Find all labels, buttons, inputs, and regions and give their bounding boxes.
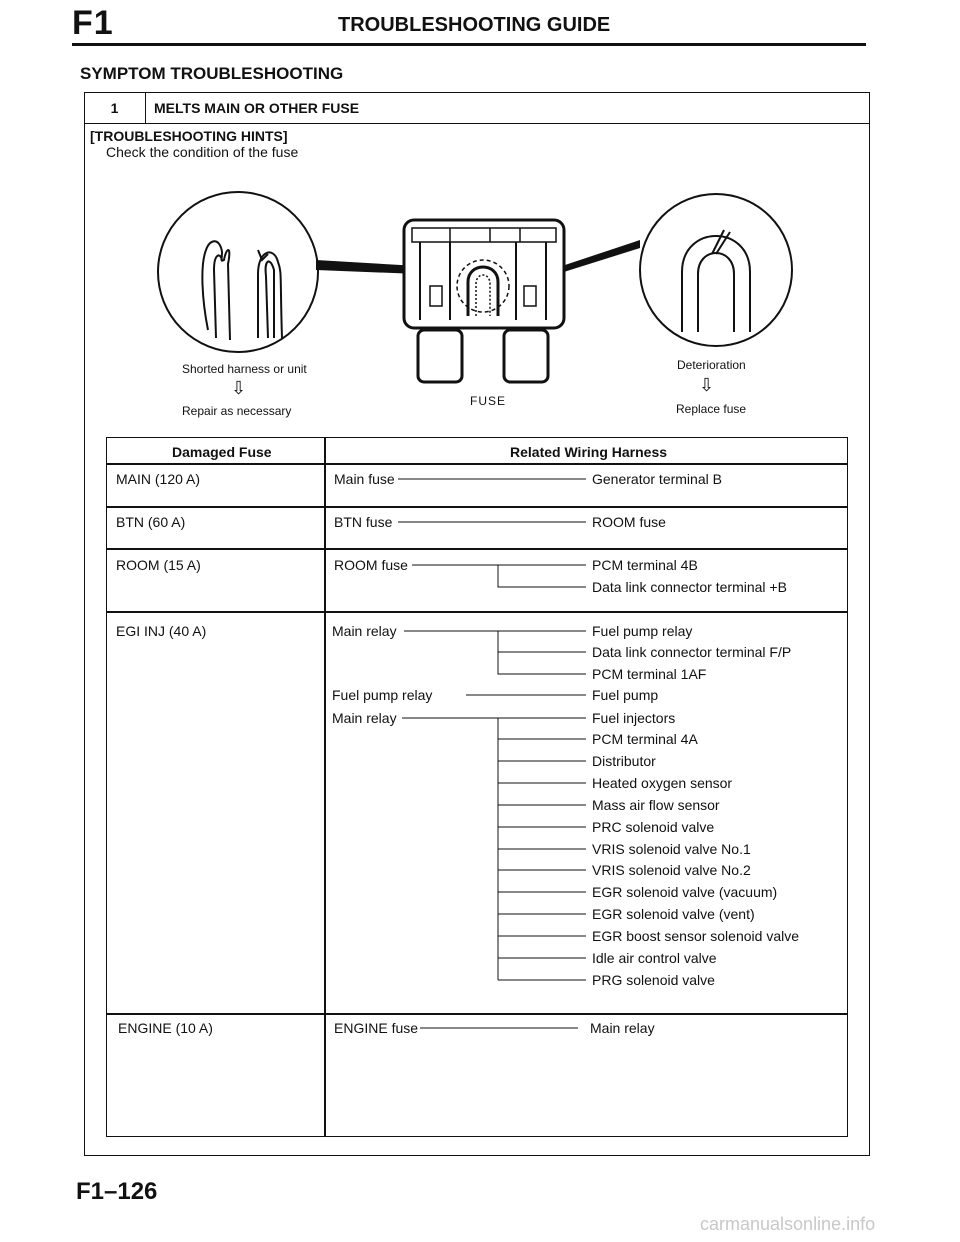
hints-heading: [TROUBLESHOOTING HINTS] [90,128,288,144]
harness-target: PRG solenoid valve [592,972,715,988]
repair-caption: Repair as necessary [182,404,292,418]
harness-target: Fuel pump relay [592,623,693,639]
harness-target: EGR boost sensor solenoid valve [592,928,799,944]
shorted-harness-caption: Shorted harness or unit [182,362,307,376]
fuse-caption: FUSE [470,394,507,408]
harness-source: Main relay [332,710,397,726]
harness-target: Data link connector terminal +B [592,579,787,595]
harness-target: Distributor [592,753,656,769]
harness-target: Fuel injectors [592,710,676,726]
deterioration-caption: Deterioration [677,358,746,372]
harness-source: Main relay [332,623,397,639]
table-header-rule [106,463,848,465]
harness-target: PRC solenoid valve [592,819,715,835]
harness-source: Main fuse [334,471,395,487]
harness-target: PCM terminal 4B [592,557,698,573]
harness-source: Fuel pump relay [332,687,433,703]
harness-target: VRIS solenoid valve No.1 [592,841,751,857]
replace-fuse-caption: Replace fuse [676,402,747,416]
harness-target: Mass air flow sensor [592,797,720,813]
table-row-rule [106,506,848,508]
harness-source: ROOM fuse [334,557,408,573]
page-number: F1–126 [76,1178,158,1205]
column-header-damaged-fuse: Damaged Fuse [172,444,272,460]
fuse-harness-table [106,437,848,1137]
fuse-cell: ROOM (15 A) [116,557,201,573]
hints-text: Check the condition of the fuse [106,144,299,160]
column-header-related-harness: Related Wiring Harness [510,444,668,460]
harness-target: EGR solenoid valve (vent) [592,906,755,922]
harness-target: ROOM fuse [592,514,666,530]
harness-target: Fuel pump [592,687,659,703]
table-row-rule [106,1013,848,1015]
fuse-cell: MAIN (120 A) [116,471,201,487]
fuse-icon [404,220,564,382]
harness-target: VRIS solenoid valve No.2 [592,862,751,878]
symptom-number: 1 [84,92,146,124]
watermark: carmanualsonline.info [700,1214,876,1234]
symptom-title: MELTS MAIN OR OTHER FUSE [154,100,360,116]
deteriorated-fuse-magnifier-icon [640,194,792,346]
shorted-fuse-magnifier-icon [158,192,318,352]
table-row-rule [106,548,848,550]
harness-target: EGR solenoid valve (vacuum) [592,884,778,900]
harness-source: BTN fuse [334,514,393,530]
fuse-cell: EGI INJ (40 A) [116,623,207,639]
header-rule [72,43,866,46]
document-title: TROUBLESHOOTING GUIDE [338,14,611,36]
fuse-cell: BTN (60 A) [116,514,186,530]
harness-target: PCM terminal 4A [592,731,698,747]
harness-target: Idle air control valve [592,950,717,966]
harness-source: ENGINE fuse [334,1020,419,1036]
down-arrow-icon: ⇩ [231,378,247,398]
down-arrow-icon: ⇩ [699,375,715,395]
section-heading: SYMPTOM TROUBLESHOOTING [80,64,344,83]
harness-target: PCM terminal 1AF [592,666,707,682]
harness-target: Heated oxygen sensor [592,775,733,791]
section-code: F1 [72,4,114,42]
harness-target: Generator terminal B [592,471,722,487]
harness-target: Data link connector terminal F/P [592,644,792,660]
table-column-divider [324,437,326,1137]
table-row-rule [106,611,848,613]
harness-target: Main relay [590,1020,655,1036]
fuse-cell: ENGINE (10 A) [118,1020,213,1036]
